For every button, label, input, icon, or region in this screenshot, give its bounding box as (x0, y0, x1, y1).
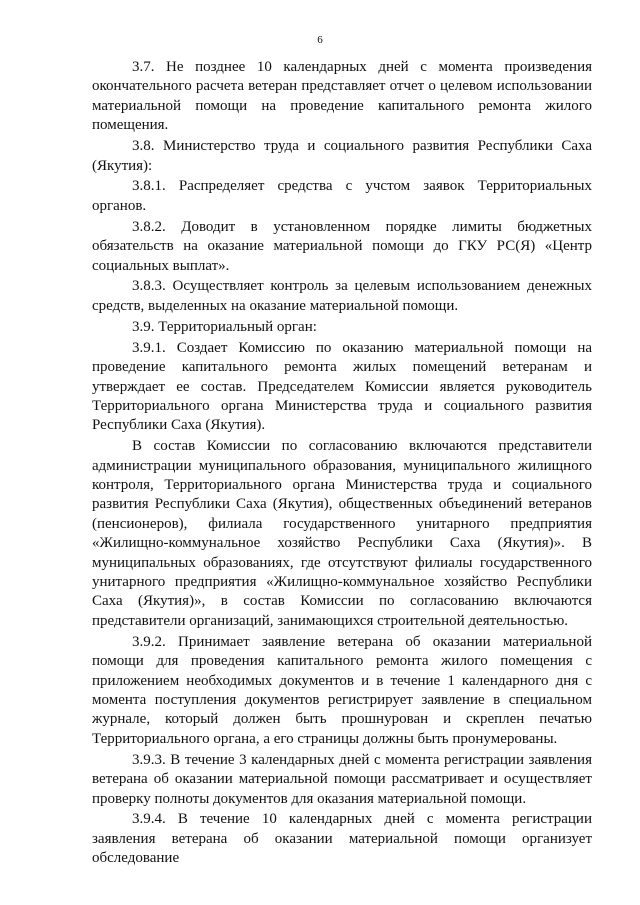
paragraph-3-9-4: 3.9.4. В течение 10 календарных дней с момента регистрации заявления ветерана об оказании материальной помощи организует обследование (92, 811, 592, 867)
paragraph-3-9-3: 3.9.3. В течение 3 календарных дней с момента регистрации заявления ветерана об оказании материальной помощи рассматривает и осуществляет проверку полноты документов для оказания материальной помощи. (92, 751, 592, 807)
paragraph-3-9: 3.9. Территориальный орган: (132, 318, 317, 335)
paragraph-3-7: 3.7. Не позднее 10 календарных дней с момента произведения окончательного расчета ветеран представляет отчет о целевом использовании материальной помощи на проведение капитального ремонта жилого помещения. (92, 59, 592, 134)
page-number: 6 (317, 34, 323, 46)
paragraph-3-8: 3.8. Министерство труда и социального развития Республики Саха (Якутия): (92, 138, 592, 174)
paragraph-3-8-1: 3.8.1. Распределяет средства с учстом заявок Территориальных органов. (92, 178, 592, 214)
paragraph-3-8-3: 3.8.3. Осуществляет контроль за целевым использованием денежных средств, выделенных на оказание материальной помощи. (92, 278, 592, 314)
paragraph-3-8-2: 3.8.2. Доводит в установленном порядке лимиты бюджетных обязательств на оказание материальной помощи до ГКУ РС(Я) «Центр социальных выплат». (92, 218, 592, 274)
paragraph-3-9-2: 3.9.2. Принимает заявление ветерана об оказании материальной помощи для проведения капитального ремонта жилого помещения с приложением необходимых документов и в течение 1 календарного дня с момента поступления документов регистрирует заявление в специальном журнале, который должен быть прошнурован и скреплен печатью Территориального органа, а его страницы должны быть пронумерованы. (92, 633, 592, 747)
paragraph-commission-composition: В состав Комиссии по согласованию включаются представители администрации муниципального образования, муниципального жилищного контроля, Территориального органа Министерства труда и социального развития Республики Саха (Якутия), общественных объединений ветеранов (пенсионеров), филиала государственного унитарного предприятия «Жилищно-коммунальное хозяйство Республики Саха (Якутия)». В муниципальных образованиях, где отсутствуют филиалы государственного унитарного предприятия «Жилищно-коммунальное хозяйство Республики Саха (Якутия)», в состав Комиссии по согласованию включаются представители организаций, занимающихся строительной деятельностью. (92, 438, 592, 629)
paragraph-3-9-1: 3.9.1. Создает Комиссию по оказанию материальной помощи на проведение капитального ремонта жилых помещений ветеранам и утверждает ее состав. Председателем Комиссии является руководитель Территориального органа Министерства труда и социального развития Республики Саха (Якутия). (92, 339, 592, 434)
document-body (92, 58, 592, 870)
